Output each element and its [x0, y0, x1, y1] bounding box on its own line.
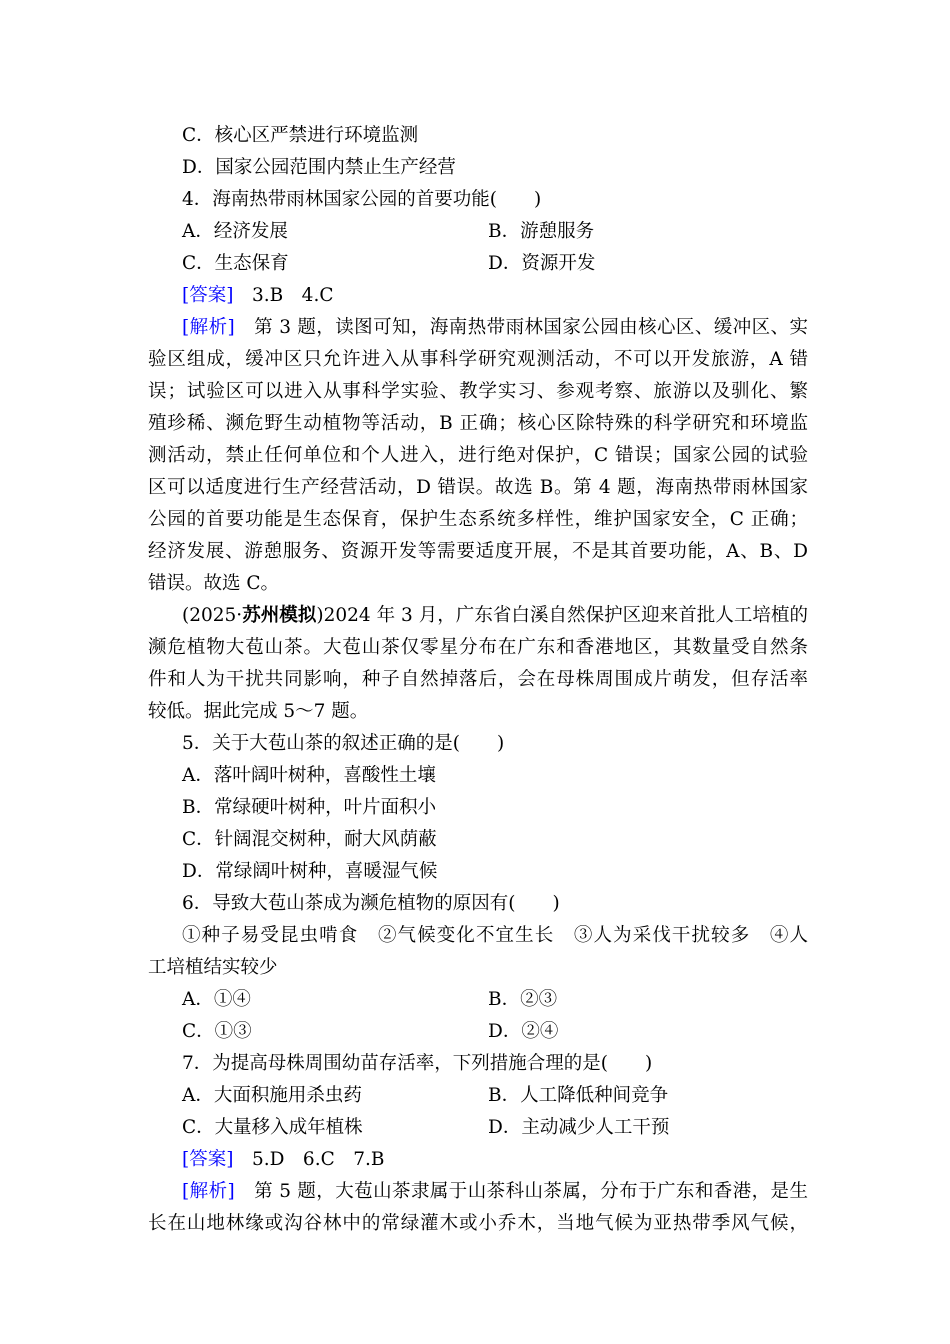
analysis-1-line [182, 316, 808, 340]
material-source: (2025·苏州模拟) [182, 605, 324, 626]
q4-option-d: D．资源开发 [488, 253, 596, 274]
analysis-1-line: 测活动，禁止任何单位和个人进入，进行绝对保护，C 错误；国家公园的试验 [148, 445, 808, 466]
q7-option-a: A．大面积施用杀虫药 [182, 1085, 362, 1106]
analysis-1-line: 殖珍稀、濒危野生动植物等活动，B 正确；核心区除特殊的科学研究和环境监 [148, 413, 808, 434]
analysis-1-line: 公园的首要功能是生态保育，保护生态系统多样性，维护国家安全，C 正确； [148, 509, 808, 530]
q6-items-line: 工培植结实较少 [148, 957, 278, 978]
q4-option-b: B．游憩服务 [488, 221, 595, 242]
q6-items-line: ①种子易受昆虫啃食 ②气候变化不宜生长 ③人为采伐干扰较多 ④人 [182, 925, 808, 946]
q6-option-c: C．①③ [182, 1021, 252, 1042]
analysis-text: 第 5 题，大苞山茶隶属于山茶科山茶属，分布于广东和香港，是生 [234, 1181, 808, 1202]
analysis-2-line: 长在山地林缘或沟谷林中的常绿灌木或小乔木，当地气候为亚热带季风气候， [148, 1213, 808, 1234]
q7-option-c: C．大量移入成年植株 [182, 1117, 363, 1138]
analysis-1-line: 区可以适度进行生产经营活动，D 错误。故选 B。第 4 题，海南热带雨林国家 [148, 477, 808, 498]
q6-options-row2 [182, 1020, 808, 1044]
q7-options-row2 [182, 1116, 808, 1140]
answer-tag: [答案] [182, 1149, 234, 1170]
q5-option-c: C．针阔混交树种，耐大风荫蔽 [182, 829, 437, 850]
answer-tag: [答案] [182, 285, 234, 306]
analysis-1-line: 经济发展、游憩服务、资源开发等需要适度开展，不是其首要功能，A、B、D [148, 541, 808, 562]
analysis-1-line: 错误。故选 C。 [148, 573, 280, 594]
analysis-tag: [解析] [182, 317, 235, 338]
q7-option-b: B．人工降低种间竞争 [488, 1085, 669, 1106]
analysis-text: 第 3 题，读图可知，海南热带雨林国家公园由核心区、缓冲区、实 [234, 317, 808, 338]
q4-options-row1 [182, 220, 808, 244]
q6-option-a: A．①④ [182, 989, 251, 1010]
q6-stem: 6．导致大苞山茶成为濒危植物的原因有( ) [182, 893, 560, 914]
answer-text: 3.B 4.C [233, 285, 334, 306]
q3-option-d: D．国家公园范围内禁止生产经营 [182, 157, 456, 178]
q6-option-b: B．②③ [488, 989, 558, 1010]
analysis-1-line: 误；试验区可以进入从事科学实验、教学实习、参观考察、旅游以及驯化、繁 [148, 381, 808, 402]
q4-option-c: C．生态保育 [182, 253, 289, 274]
q5-stem: 5．关于大苞山茶的叙述正确的是( ) [182, 733, 505, 754]
q7-option-d: D．主动减少人工干预 [488, 1117, 670, 1138]
analysis-tag: [解析] [182, 1181, 235, 1202]
material-line [182, 604, 808, 628]
material-line: 濒危植物大苞山茶。大苞山茶仅零星分布在广东和香港地区，其数量受自然条 [148, 637, 808, 658]
q4-options-row2 [182, 252, 808, 276]
material-text: 2024 年 3 月，广东省白溪自然保护区迎来首批人工培植的 [323, 605, 808, 626]
material-line: 较低。据此完成 5～7 题。 [148, 701, 369, 722]
q7-stem: 7．为提高母株周围幼苗存活率，下列措施合理的是( ) [182, 1053, 653, 1074]
q4-stem: 4．海南热带雨林国家公园的首要功能( ) [182, 189, 542, 210]
material-line: 件和人为干扰共同影响，种子自然掉落后，会在母株周围成片萌发，但存活率 [148, 669, 808, 690]
answer-block-1 [182, 284, 808, 308]
q4-option-a: A．经济发展 [182, 221, 288, 242]
q6-options-row1 [182, 988, 808, 1012]
q5-option-d: D．常绿阔叶树种，喜暖湿气候 [182, 861, 438, 882]
q5-option-a: A．落叶阔叶树种，喜酸性土壤 [182, 765, 436, 786]
q3-option-c: C．核心区严禁进行环境监测 [182, 125, 419, 146]
q7-options-row1 [182, 1084, 808, 1108]
analysis-1-line: 验区组成，缓冲区只允许进入从事科学研究观测活动，不可以开发旅游，A 错 [148, 349, 808, 370]
answer-text: 5.D 6.C 7.B [233, 1149, 385, 1170]
q5-option-b: B．常绿硬叶树种，叶片面积小 [182, 797, 437, 818]
analysis-2-line [182, 1180, 808, 1204]
answer-block-2 [182, 1148, 808, 1172]
q6-option-d: D．②④ [488, 1021, 559, 1042]
